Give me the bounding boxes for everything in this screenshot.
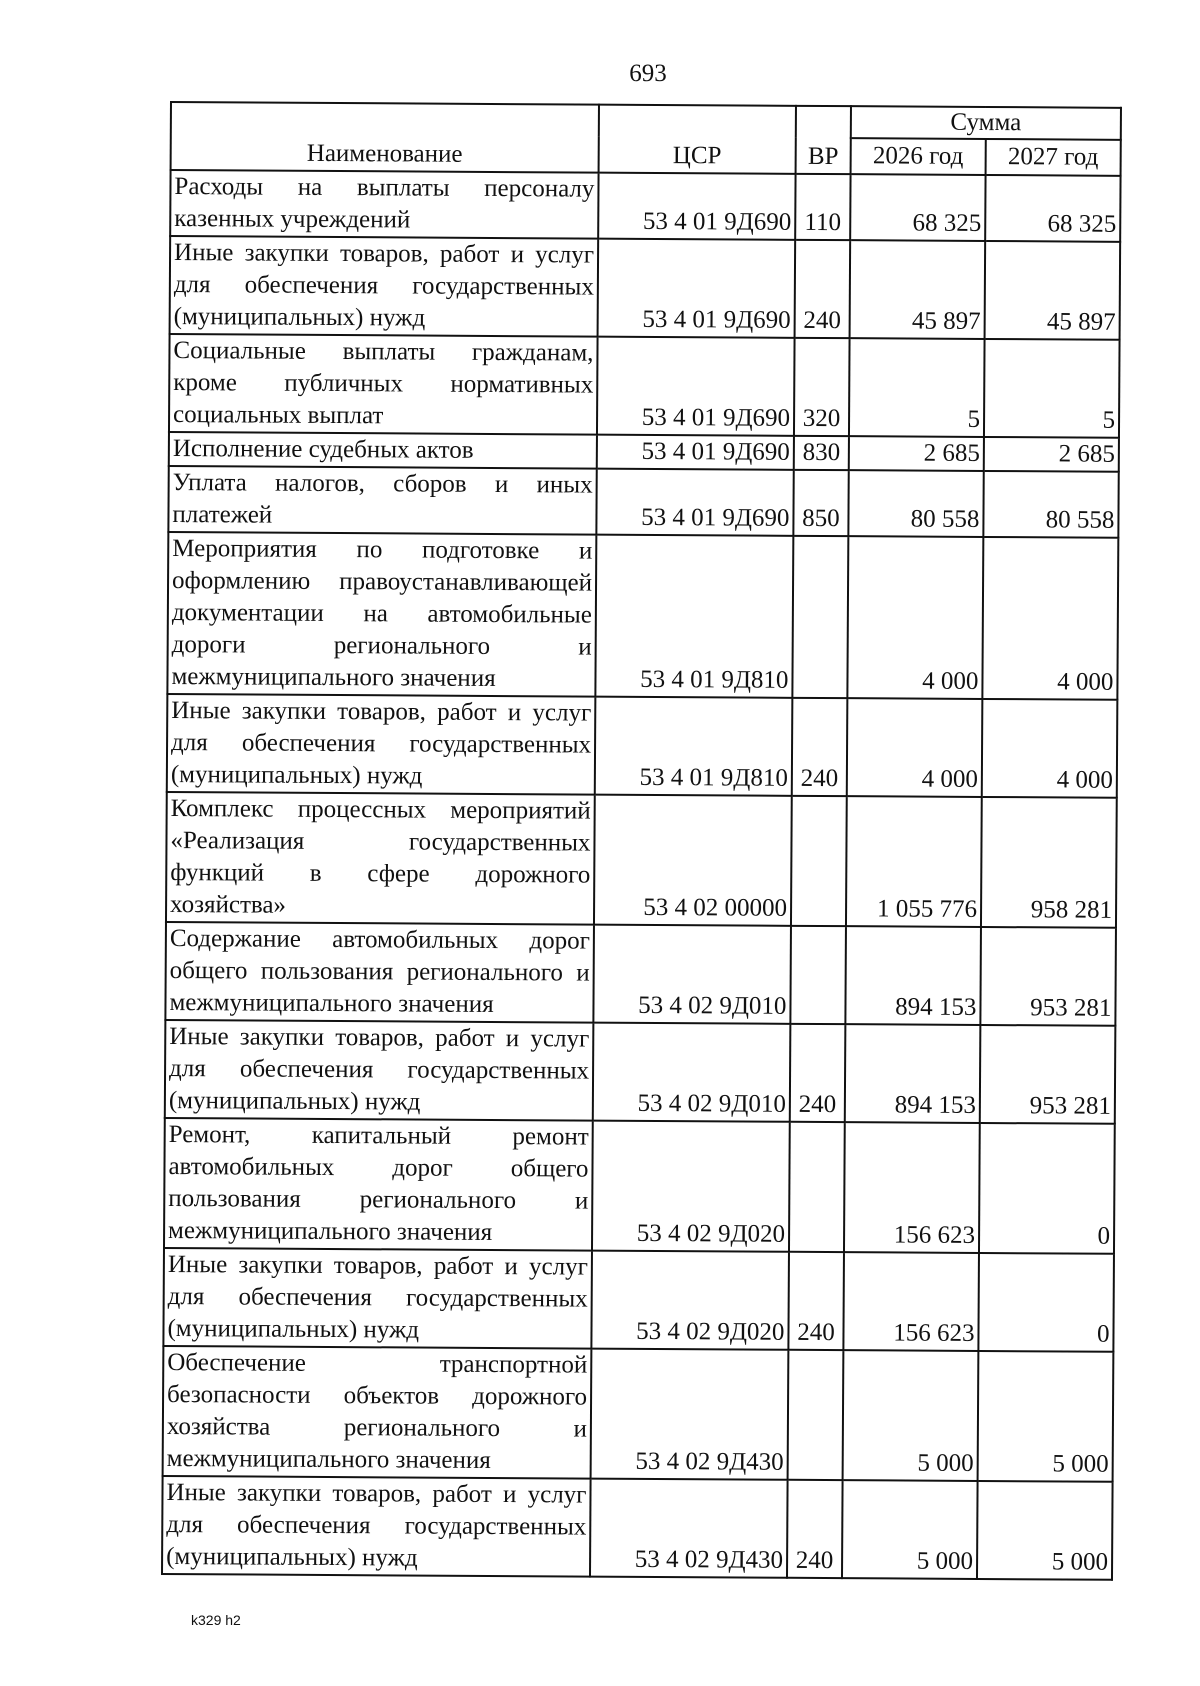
row-sum-2026: 80 558 bbox=[848, 470, 983, 537]
row-vr: 240 bbox=[788, 1252, 844, 1350]
row-sum-2026: 1 055 776 bbox=[846, 796, 982, 927]
row-sum-2027: 80 558 bbox=[983, 471, 1118, 538]
footer-code: k329 h2 bbox=[191, 1612, 241, 1628]
table-row bbox=[162, 1476, 1113, 1580]
row-name: Иные закупки товаров, работ и услуг для обеспечения государственных (муниципальных) нужд bbox=[167, 694, 596, 795]
row-name: Ремонт, капитальный ремонт автомобильных дорог общего пользования регионального и межмуниципального значения bbox=[164, 1118, 593, 1251]
budget-table bbox=[161, 101, 1122, 1581]
table-row bbox=[166, 792, 1117, 928]
row-sum-2026: 45 897 bbox=[850, 240, 986, 339]
row-name: Социальные выплаты гражданам, кроме публичных нормативных социальных выплат bbox=[169, 334, 598, 435]
row-csr: 53 4 01 9Д690 bbox=[597, 435, 794, 470]
row-sum-2027: 4 000 bbox=[982, 537, 1118, 700]
row-name: Иные закупки товаров, работ и услуг для обеспечения государственных (муниципальных) нужд bbox=[170, 236, 599, 337]
row-csr: 53 4 01 9Д690 bbox=[597, 337, 795, 436]
row-csr: 53 4 02 9Д430 bbox=[590, 1479, 788, 1578]
row-csr: 53 4 01 9Д690 bbox=[598, 239, 796, 338]
header-csr: ЦСР bbox=[599, 105, 796, 174]
row-vr: 240 bbox=[787, 1480, 843, 1578]
row-vr: 830 bbox=[794, 436, 849, 470]
row-sum-2027: 5 bbox=[984, 339, 1120, 438]
row-vr: 850 bbox=[793, 470, 848, 536]
row-sum-2026: 156 623 bbox=[844, 1122, 980, 1253]
row-name: Содержание автомобильных дорог общего пользования регионального и межмуниципального значения bbox=[165, 922, 594, 1023]
row-sum-2026: 5 bbox=[849, 338, 985, 437]
row-sum-2027: 0 bbox=[978, 1253, 1114, 1352]
row-csr: 53 4 02 9Д010 bbox=[593, 1023, 791, 1122]
row-sum-2026: 5 000 bbox=[842, 1480, 978, 1579]
row-sum-2027: 5 000 bbox=[977, 1481, 1113, 1580]
row-vr: 240 bbox=[792, 698, 848, 796]
table-row bbox=[170, 170, 1120, 242]
header-year-2026: 2026 год bbox=[851, 138, 986, 175]
table-row bbox=[168, 466, 1118, 538]
table-body bbox=[162, 170, 1121, 1580]
table-row bbox=[167, 694, 1118, 798]
header-year-2027: 2027 год bbox=[986, 139, 1121, 176]
row-csr: 53 4 01 9Д810 bbox=[595, 535, 793, 698]
row-sum-2027: 2 685 bbox=[984, 437, 1119, 472]
row-csr: 53 4 02 9Д430 bbox=[591, 1349, 789, 1480]
row-sum-2026: 4 000 bbox=[847, 536, 983, 699]
row-sum-2027: 45 897 bbox=[985, 241, 1121, 340]
table-row bbox=[170, 236, 1121, 340]
table-row bbox=[165, 1020, 1116, 1124]
row-csr: 53 4 01 9Д690 bbox=[596, 469, 793, 536]
table-header bbox=[171, 102, 1121, 176]
row-sum-2026: 2 685 bbox=[849, 436, 984, 471]
header-vr: ВР bbox=[796, 106, 851, 174]
table-row bbox=[167, 532, 1118, 700]
row-name: Расходы на выплаты персоналу казенных учреждений bbox=[170, 170, 598, 239]
page-number: 693 bbox=[629, 60, 667, 87]
row-vr bbox=[789, 1122, 845, 1252]
row-csr: 53 4 02 9Д020 bbox=[592, 1121, 790, 1252]
row-vr bbox=[788, 1350, 844, 1480]
header-sum: Сумма bbox=[851, 106, 1121, 140]
row-csr: 53 4 02 9Д010 bbox=[593, 925, 791, 1024]
row-sum-2027: 953 281 bbox=[980, 927, 1116, 1026]
row-name: Мероприятия по подготовке и оформлению правоустанавливающей документации на автомобильные дороги регионального и межмуниципального значения bbox=[167, 532, 596, 697]
row-sum-2027: 5 000 bbox=[978, 1351, 1114, 1482]
row-sum-2026: 4 000 bbox=[847, 698, 983, 797]
row-csr: 53 4 02 00000 bbox=[594, 795, 792, 926]
row-sum-2027: 953 281 bbox=[980, 1025, 1116, 1124]
row-name: Уплата налогов, сборов и иных платежей bbox=[168, 466, 596, 535]
table-row bbox=[163, 1346, 1114, 1482]
row-csr: 53 4 01 9Д810 bbox=[595, 697, 793, 796]
row-csr: 53 4 02 9Д020 bbox=[591, 1251, 789, 1350]
row-vr: 240 bbox=[790, 1024, 846, 1122]
row-sum-2026: 5 000 bbox=[843, 1350, 979, 1481]
table-row bbox=[163, 1248, 1114, 1352]
row-name: Обеспечение транспортной безопасности объектов дорожного хозяйства регионального и межмуниципального значения bbox=[163, 1346, 592, 1479]
row-name: Иные закупки товаров, работ и услуг для обеспечения государственных (муниципальных) нужд bbox=[163, 1248, 592, 1349]
header-name: Наименование bbox=[171, 102, 599, 173]
row-name: Исполнение судебных актов bbox=[169, 432, 597, 469]
row-sum-2026: 156 623 bbox=[843, 1252, 979, 1351]
row-vr bbox=[792, 536, 848, 698]
row-vr bbox=[790, 926, 846, 1024]
table-row bbox=[164, 1118, 1115, 1254]
row-sum-2027: 68 325 bbox=[985, 175, 1120, 242]
table-row bbox=[165, 922, 1116, 1026]
row-name: Иные закупки товаров, работ и услуг для обеспечения государственных (муниципальных) нужд bbox=[165, 1020, 594, 1121]
row-sum-2026: 894 153 bbox=[845, 1024, 981, 1123]
row-name: Комплекс процессных мероприятий «Реализация государственных функций в сфере дорожного хозяйства» bbox=[166, 792, 595, 925]
row-sum-2027: 4 000 bbox=[982, 699, 1118, 798]
row-vr bbox=[791, 796, 847, 926]
row-name: Иные закупки товаров, работ и услуг для обеспечения государственных (муниципальных) нужд bbox=[162, 1476, 591, 1577]
row-sum-2026: 894 153 bbox=[845, 926, 981, 1025]
row-vr: 320 bbox=[794, 338, 850, 436]
row-sum-2027: 0 bbox=[979, 1123, 1115, 1254]
row-vr: 110 bbox=[795, 174, 850, 240]
row-sum-2026: 68 325 bbox=[850, 174, 985, 241]
row-csr: 53 4 01 9Д690 bbox=[598, 173, 795, 240]
row-vr: 240 bbox=[795, 240, 851, 338]
table-row bbox=[169, 334, 1120, 438]
table-row bbox=[169, 432, 1119, 472]
row-sum-2027: 958 281 bbox=[981, 797, 1117, 928]
